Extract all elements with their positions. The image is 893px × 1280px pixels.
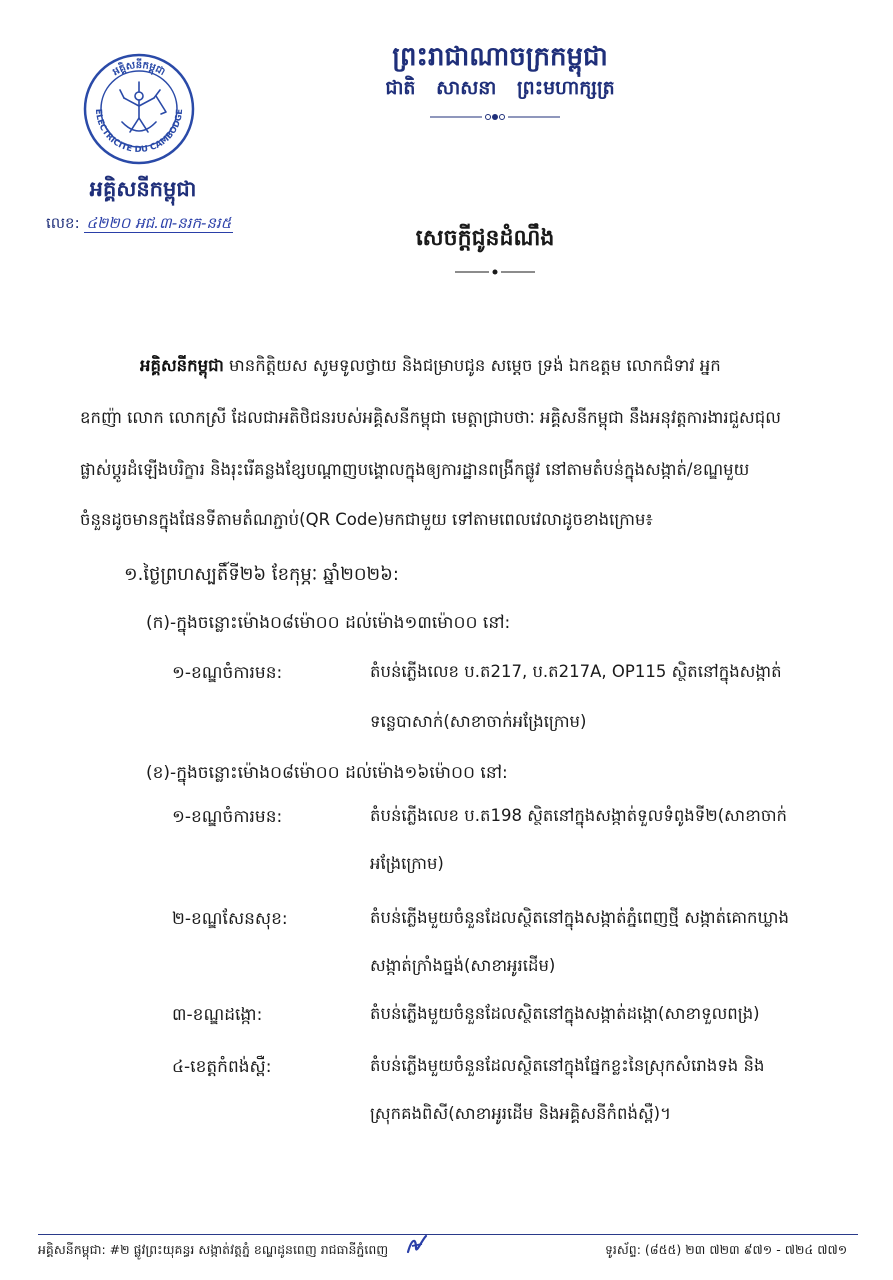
seal-khmer-text: អគ្គិសនីកម្ពុជា (110, 60, 167, 79)
seal-text: ELECTRICITE DU CAMBODGE (92, 108, 186, 156)
kingdom-title: ព្រះរាជាណាចក្រកម្ពុជា (392, 42, 608, 72)
section-a-item-1-desc-1: តំបន់ភ្លើងលេខ ប.ត217, ប.ត217A, OP115 ស្ថិតនៅក្នុងសង្កាត់ (370, 662, 782, 681)
intro-line-2: ឧកញ៉ា លោក លោកស្រី ដែលជាអតិថិជនរបស់អគ្គិសនីកម្ពុជា មេត្តាជ្រាបថាៈ អគ្គិសនីកម្ពុជា នឹងអនុវត្តការងារជួសជុល (80, 408, 781, 427)
section-a-label: (ក)-ក្នុងចន្លោះម៉ោង០៨ម៉ោ០០ ដល់ម៉ោង១៣ម៉ោ០០ នៅ: (146, 613, 511, 633)
section-b-item-3-name: ៣-ខណ្ឌដង្កោ: (172, 1005, 263, 1025)
section-b-item-4-desc-1: តំបន់ភ្លើងមួយចំនួនដែលស្ថិតនៅក្នុងផ្នែកខ្លះនៃស្រុកសំរោងទង និង (370, 1056, 765, 1075)
intro-line-4: ចំនួនដូចមានក្នុងផែនទីតាមតំណភ្ជាប់(QR Code)មកជាមួយ ទៅតាមពេលវេលាដូចខាងក្រោម៖ (80, 510, 653, 529)
intro-line-3: ផ្លាស់ប្តូរដំឡើងបរិក្ខារ និងរុះរើគន្លងខ្សែបណ្តាញបង្គោលក្នុងឲ្យការដ្ឋានពង្រីកផ្លូវ នៅតាមតំបន់ក្នុងសង្កាត់/ខណ្ឌមួយ (80, 460, 750, 479)
notice-title: សេចក្តីជូនដំណឹង (415, 226, 555, 251)
reference-number (46, 214, 233, 236)
section-b-item-4-desc-2: ស្រុកគងពិសី(សាខាអូរដើម និងអគ្គិសនីកំពង់ស្ពឺ)។ (370, 1104, 671, 1123)
section-b-item-2-desc-1: តំបន់ភ្លើងមួយចំនួនដែលស្ថិតនៅក្នុងសង្កាត់ភ្នំពេញថ្មី សង្កាត់គោកឃ្លាង (370, 908, 789, 927)
national-motto: ជាតិ សាសនា ព្រះមហាក្សត្រ (385, 77, 615, 99)
reference-value: ៤២២០ អជ.៣-នរក-នរ៥ (86, 214, 232, 232)
date-line: ១.ថ្ងៃព្រហស្បតិ៍ទី២៦ ខែកុម្ភៈ ឆ្នាំ២០២៦: (124, 564, 399, 585)
section-b-item-4-name: ៤-ខេត្តកំពង់ស្ពឺ: (172, 1057, 272, 1077)
intro-bold-org: អគ្គិសនីកម្ពុជា (140, 356, 224, 375)
section-b-item-1-desc-1: តំបន់ភ្លើងលេខ ប.ត198 ស្ថិតនៅក្នុងសង្កាត់ទួលទំពូងទី២(សាខាចាក់ (370, 806, 788, 825)
footer-divider (38, 1234, 858, 1235)
section-b-item-2-desc-2: សង្កាត់ក្រាំងធ្នង់(សាខាអូរដើម) (370, 956, 556, 975)
organization-name: អគ្គិសនីកម្ពុជា (89, 177, 197, 201)
section-b-item-1-name: ១-ខណ្ឌចំការមន: (172, 807, 283, 827)
svg-text:អគ្គិសនីកម្ពុជា (110, 58, 167, 79)
intro-line-1 (140, 356, 721, 380)
organization-seal (82, 52, 196, 166)
title-ornament (455, 268, 535, 276)
section-a-item-1-name: ១-ខណ្ឌចំការមន: (172, 663, 283, 683)
section-b-item-3-desc-1: តំបន់ភ្លើងមួយចំនួនដែលស្ថិតនៅក្នុងសង្កាត់ដង្កោ(សាខាទួលពង្រ) (370, 1004, 760, 1023)
footer-phone: ទូរស័ព្ទ: (៨៥៥) ២៣ ៧២៣ ៩៧១ - ៧២៤ ៧៧១ (605, 1242, 848, 1257)
reference-label: លេខ: (46, 214, 80, 232)
section-b-label: (ខ)-ក្នុងចន្លោះម៉ោង០៨ម៉ោ០០ ដល់ម៉ោង១៦ម៉ោ០០ នៅ: (146, 763, 508, 783)
footer-address: អគ្គិសនីកម្ពុជា: #២ ផ្លូវព្រះយុគន្ធរ សង្កាត់វត្តភ្នំ ខណ្ឌដូនពេញ រាជធានីភ្នំពេញ (38, 1242, 389, 1257)
section-b-item-2-name: ២-ខណ្ឌសែនសុខ: (172, 909, 288, 929)
section-b-item-1-desc-2: អង្រែក្រោម) (370, 854, 444, 873)
section-a-item-1-desc-2: ទន្លេបាសាក់(សាខាចាក់អង្រែក្រោម) (370, 712, 587, 731)
handwritten-initial (404, 1232, 430, 1258)
intro-text-1: មានកិត្តិយស សូមទូលថ្វាយ និងជម្រាបជូន សម្តេច ទ្រង់ ឯកឧត្តម លោកជំទាវ អ្នក (223, 356, 721, 375)
ornament-divider (430, 112, 560, 122)
